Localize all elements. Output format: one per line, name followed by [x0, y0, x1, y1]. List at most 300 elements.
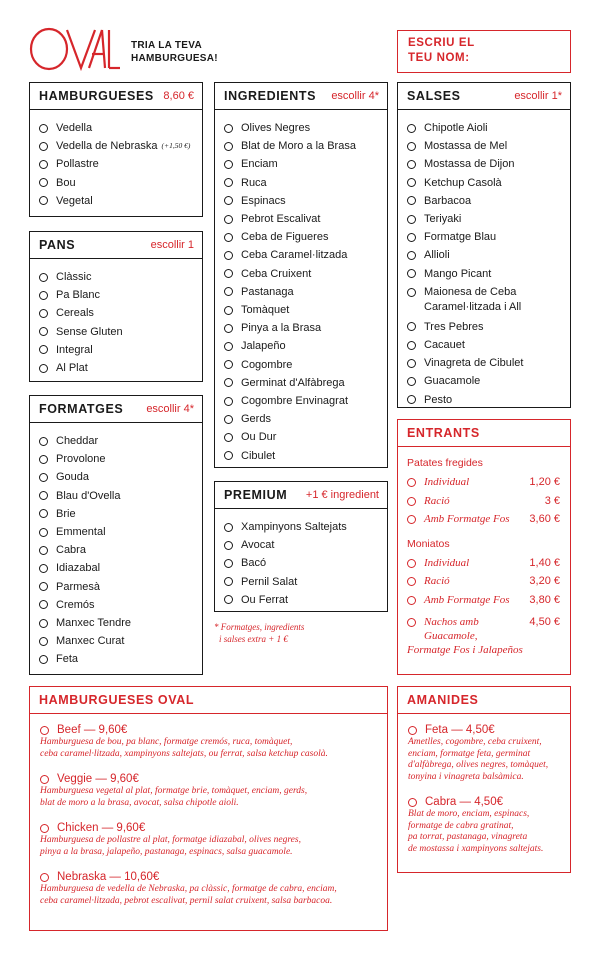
oval-burger-desc-1: Hamburguesa de bou, pa blanc, formatge cremós, ruca, tomàquet,: [40, 737, 293, 747]
option-emmental[interactable]: [39, 523, 202, 541]
nachos-line-1: Nachos amb: [424, 616, 479, 628]
pans-header: [30, 232, 202, 259]
option-provolone[interactable]: [39, 450, 202, 468]
option-xampinyons-saltejats[interactable]: [224, 518, 387, 536]
entrant-patates-racio[interactable]: [398, 492, 570, 511]
option-label: Emmental: [56, 526, 106, 539]
option-pesto[interactable]: [407, 391, 570, 409]
option-tomaquet[interactable]: [224, 301, 387, 319]
option-label: Feta: [56, 653, 79, 666]
option-teriyaki[interactable]: [407, 210, 570, 228]
option-espinacs[interactable]: [224, 192, 387, 210]
salad-title: [408, 723, 564, 737]
option-label: Tomàquet: [241, 304, 290, 317]
option-label: Ceba de Figueres: [241, 231, 329, 244]
option-gerds[interactable]: [224, 410, 387, 428]
option-label: Cacauet: [424, 339, 465, 352]
oval-burger-item[interactable]: [30, 772, 387, 809]
salad-desc-line: de mostassa i xampinyons saltejats.: [408, 843, 544, 854]
oval-logo: [29, 26, 121, 72]
salses-title: SALSES: [407, 89, 461, 103]
option-label: Espinacs: [241, 194, 286, 207]
pans-section: [29, 231, 203, 382]
option-label: Avocat: [241, 539, 275, 552]
radio-icon[interactable]: [39, 124, 48, 133]
option-label: Cereals: [56, 307, 94, 320]
option-label: Bou: [56, 176, 76, 189]
amanides-header: [398, 687, 570, 714]
name-box-line-1: ESCRIU EL: [408, 37, 475, 49]
option-gouda[interactable]: [39, 468, 202, 486]
radio-icon[interactable]: [224, 397, 233, 406]
oval-burger-desc-2: pinya a la brasa, jalapeño, pastanaga, espinacs, salsa guacamole.: [40, 846, 293, 857]
entrant-price: 3 €: [544, 494, 560, 507]
nachos-line-2: Guacamole,: [424, 630, 478, 642]
entrants-title: ENTRANTS: [407, 426, 480, 440]
option-maionesa-de-ceba[interactable]: [407, 285, 570, 315]
radio-icon[interactable]: [224, 215, 233, 224]
option-label: Enciam: [241, 158, 278, 171]
option-mostassa-de-mel[interactable]: [407, 137, 570, 155]
salad-desc-line: tonyina i vinagreta balsàmica.: [408, 771, 524, 782]
salad-desc-line: pa torrat, pastanaga, vinagreta: [408, 832, 528, 842]
radio-icon[interactable]: [407, 322, 416, 331]
option-label: Pernil Salat: [241, 575, 298, 588]
hamburgueses-oval-section: [29, 686, 388, 931]
premium-tag: +1 € ingredient: [305, 489, 379, 501]
radio-icon[interactable]: [407, 497, 416, 506]
option-label: Allioli: [424, 249, 450, 262]
option-label: Provolone: [56, 453, 106, 466]
entrant-patates-individual[interactable]: [398, 473, 570, 492]
patates-label: Patates fregides: [407, 457, 483, 469]
option-label: Cibulet: [241, 449, 276, 462]
formatges-header: [30, 396, 202, 423]
option-label: Vedella de Nebraska: [56, 140, 158, 153]
option-label: Manxec Curat: [56, 635, 125, 648]
option-ketchup-casola[interactable]: [407, 174, 570, 192]
option-label: Cabra: [56, 544, 86, 557]
extras-note-line-1: * Formatges, ingredients: [214, 622, 305, 632]
radio-icon[interactable]: [39, 309, 48, 318]
hamburgueses-price: 8,60 €: [163, 90, 194, 102]
radio-icon[interactable]: [39, 196, 48, 205]
radio-icon[interactable]: [39, 273, 48, 282]
radio-icon[interactable]: [407, 596, 416, 605]
option-label: Cogombre Envinagrat: [241, 395, 349, 408]
name-box-line-2: TEU NOM:: [408, 52, 470, 64]
option-cheddar[interactable]: [39, 432, 202, 450]
salad-desc-line: formatge de cabra gratinat,: [408, 820, 514, 831]
option-germinat-d-alfabrega[interactable]: [224, 374, 387, 392]
option-label: Ou Ferrat: [241, 593, 289, 606]
entrant-label: Ració: [424, 575, 450, 587]
salses-section: [397, 82, 571, 408]
option-label: Xampinyons Saltejats: [241, 521, 347, 533]
premium-title: PREMIUM: [224, 488, 288, 502]
radio-icon[interactable]: [407, 215, 416, 224]
radio-icon[interactable]: [40, 775, 49, 784]
oval-burger-name: Beef — 9,60€: [57, 724, 128, 736]
oval-burger-title: [40, 723, 387, 737]
entrant-moniatos-amb-formatge-fos[interactable]: [398, 591, 570, 610]
radio-icon[interactable]: [224, 595, 233, 604]
option-cogombre-envinagrat[interactable]: [224, 392, 387, 410]
option-allioli[interactable]: [407, 246, 570, 264]
radio-icon[interactable]: [39, 160, 48, 169]
option-pebrot-escalivat[interactable]: [224, 210, 387, 228]
pans-tag: escollir 1: [150, 239, 194, 251]
hamburgueses-oval-header: [30, 687, 387, 714]
radio-icon[interactable]: [224, 160, 233, 169]
option-cabra[interactable]: [39, 541, 202, 559]
radio-icon[interactable]: [39, 327, 48, 336]
option-label: Blat de Moro a la Brasa: [241, 140, 356, 153]
radio-icon[interactable]: [40, 726, 49, 735]
radio-icon[interactable]: [39, 345, 48, 354]
radio-icon[interactable]: [224, 342, 233, 351]
hamburgueses-title: HAMBURGUESES: [39, 89, 154, 103]
option-idiazabal[interactable]: [39, 559, 202, 577]
nebraska-extra-price: (+1,50 €): [161, 141, 191, 151]
option-cereals[interactable]: [39, 304, 202, 322]
option-pernil-salat[interactable]: [224, 573, 387, 591]
extras-note: [214, 621, 304, 645]
salad-name: Feta — 4,50€: [425, 724, 495, 736]
radio-icon[interactable]: [224, 577, 233, 586]
salses-tag: escollir 1*: [514, 90, 562, 102]
radio-icon[interactable]: [39, 655, 48, 664]
option-parmesa[interactable]: [39, 578, 202, 596]
radio-icon[interactable]: [407, 341, 416, 350]
option-vegetal[interactable]: [39, 192, 202, 210]
entrant-moniatos-individual[interactable]: [398, 554, 570, 573]
entrant-price: 3,20 €: [529, 575, 560, 587]
oval-burger-desc-2: ceba caramel·litzada, pebrot escalivat, pernil salat cruixent, salsa barbacoa.: [40, 895, 333, 906]
radio-icon[interactable]: [224, 360, 233, 369]
radio-icon[interactable]: [224, 251, 233, 260]
entrant-price: 3,60 €: [529, 513, 560, 525]
radio-icon[interactable]: [407, 269, 416, 278]
option-vinagreta-de-cibulet[interactable]: [407, 354, 570, 372]
option-label: Maionesa de Ceba: [424, 285, 517, 298]
option-ceba-cruixent[interactable]: [224, 265, 387, 283]
option-label: Gerds: [241, 413, 271, 426]
radio-icon[interactable]: [407, 559, 416, 568]
radio-icon[interactable]: [408, 798, 417, 807]
hamburgueses-oval-title: HAMBURGUESES OVAL: [39, 693, 195, 707]
option-manxec-tendre[interactable]: [39, 614, 202, 632]
option-brie[interactable]: [39, 505, 202, 523]
radio-icon[interactable]: [224, 451, 233, 460]
moniatos-label: Moniatos: [407, 537, 450, 550]
radio-icon[interactable]: [39, 473, 48, 482]
option-ou-dur[interactable]: [224, 428, 387, 446]
option-label: Al Plat: [56, 362, 88, 375]
option-label: Pebrot Escalivat: [241, 213, 321, 226]
option-ceba-caramel-litzada[interactable]: [224, 246, 387, 264]
salad-desc-line: enciam, formatge feta, germinat: [408, 748, 531, 759]
radio-icon[interactable]: [407, 178, 416, 187]
tagline: [131, 39, 218, 65]
option-guacamole[interactable]: [407, 372, 570, 390]
salad-desc-line: Blat de moro, enciam, espinacs,: [408, 809, 530, 819]
entrant-label: Amb Formatge Fos: [424, 513, 510, 525]
oval-burger-title: [40, 870, 387, 884]
option-cogombre[interactable]: [224, 356, 387, 374]
radio-icon[interactable]: [407, 395, 416, 404]
option-label: Mango Picant: [424, 267, 492, 280]
option-mostassa-de-dijon[interactable]: [407, 155, 570, 173]
entrant-price: 1,20 €: [529, 476, 560, 488]
option-label: Tres Pebres: [424, 320, 484, 333]
oval-burger-item[interactable]: [30, 821, 387, 858]
oval-burger-name: Nebraska — 10,60€: [57, 871, 160, 883]
option-label: Pa Blanc: [56, 289, 101, 302]
radio-icon[interactable]: [224, 541, 233, 550]
extras-note-line-2: i salses extra + 1 €: [219, 634, 288, 644]
radio-icon[interactable]: [407, 142, 416, 151]
option-integral[interactable]: [39, 341, 202, 359]
radio-icon[interactable]: [39, 600, 48, 609]
option-jalapeno[interactable]: [224, 337, 387, 355]
hamburgueses-header: [30, 83, 202, 110]
ingredients-header: [215, 83, 387, 110]
ingredients-title: INGREDIENTS: [224, 89, 317, 103]
option-label: Bacó: [241, 557, 267, 570]
radio-icon[interactable]: [408, 726, 417, 735]
option-tres-pebres[interactable]: [407, 318, 570, 336]
radio-icon[interactable]: [224, 559, 233, 568]
option-label: Vegetal: [56, 194, 93, 207]
radio-icon[interactable]: [224, 142, 233, 151]
option-label: Cremós: [56, 598, 95, 611]
option-label: Barbacoa: [424, 194, 472, 207]
option-label: Ceba Cruixent: [241, 267, 312, 280]
pans-title: PANS: [39, 238, 76, 252]
radio-icon[interactable]: [407, 359, 416, 368]
radio-icon[interactable]: [39, 509, 48, 518]
option-classic[interactable]: [39, 268, 202, 286]
option-pinya-a-la-brasa[interactable]: [224, 319, 387, 337]
option-label: Formatge Blau: [424, 231, 497, 244]
option-mango-picant[interactable]: [407, 265, 570, 283]
radio-icon[interactable]: [224, 287, 233, 296]
salad-title: [408, 795, 564, 809]
option-blau-d-ovella[interactable]: [39, 487, 202, 505]
option-ou-ferrat[interactable]: [224, 591, 387, 609]
radio-icon[interactable]: [39, 178, 48, 187]
radio-icon[interactable]: [224, 233, 233, 242]
option-label: Ketchup Casolà: [424, 176, 502, 189]
oval-burger-desc-1: Hamburguesa vegetal al plat, formatge brie, tomàquet, enciam, gerds,: [40, 786, 308, 796]
option-label: Pinya a la Brasa: [241, 322, 322, 335]
option-label: Pastanaga: [241, 285, 294, 298]
radio-icon[interactable]: [407, 196, 416, 205]
radio-icon[interactable]: [224, 178, 233, 187]
salses-header: [398, 83, 570, 110]
radio-icon[interactable]: [39, 364, 48, 373]
radio-icon[interactable]: [224, 415, 233, 424]
option-cremos[interactable]: [39, 596, 202, 614]
tagline-line-2: HAMBURGUESA!: [131, 53, 218, 64]
option-label: Idiazabal: [56, 562, 101, 575]
radio-icon[interactable]: [224, 306, 233, 315]
entrant-price: 3,80 €: [529, 593, 560, 606]
option-pa-blanc[interactable]: [39, 286, 202, 304]
radio-icon[interactable]: [407, 377, 416, 386]
entrant-nachos[interactable]: [398, 615, 570, 657]
option-bou[interactable]: [39, 174, 202, 192]
option-label: Pollastre: [56, 158, 99, 171]
radio-icon[interactable]: [407, 124, 416, 133]
oval-burger-title: [40, 821, 387, 835]
radio-icon[interactable]: [39, 528, 48, 537]
radio-icon[interactable]: [40, 824, 49, 833]
option-ruca[interactable]: [224, 174, 387, 192]
option-ceba-de-figueres[interactable]: [224, 228, 387, 246]
radio-icon[interactable]: [39, 491, 48, 500]
oval-burger-item[interactable]: [30, 723, 387, 760]
radio-icon[interactable]: [39, 564, 48, 573]
option-label: Olives Negres: [241, 122, 311, 134]
option-pollastre[interactable]: [39, 155, 202, 173]
option-cacauet[interactable]: [407, 336, 570, 354]
oval-burger-desc-2: blat de moro a la brasa, avocat, salsa chipotle aioli.: [40, 797, 239, 808]
radio-icon[interactable]: [39, 142, 48, 151]
option-feta[interactable]: [39, 650, 202, 668]
radio-icon[interactable]: [407, 251, 416, 260]
radio-icon[interactable]: [224, 433, 233, 442]
radio-icon[interactable]: [407, 478, 416, 487]
nachos-line-3: Formatge Fos i Jalapeños: [407, 644, 523, 656]
option-vedella[interactable]: [39, 119, 202, 137]
option-label: Gouda: [56, 471, 90, 484]
hamburgueses-section: [29, 82, 203, 217]
radio-icon[interactable]: [39, 546, 48, 555]
option-label: Parmesà: [56, 580, 101, 593]
option-label: Integral: [56, 343, 93, 356]
option-label: Ou Dur: [241, 431, 277, 444]
option-label: Manxec Tendre: [56, 617, 132, 630]
radio-icon[interactable]: [39, 437, 48, 446]
option-label: Teriyaki: [424, 213, 462, 226]
entrant-patates-amb-formatge-fos[interactable]: [398, 510, 570, 529]
option-label: Ceba Caramel·litzada: [241, 249, 348, 262]
option-label: Ruca: [241, 176, 267, 189]
amanides-section: [397, 686, 571, 873]
radio-icon[interactable]: [39, 291, 48, 300]
option-chipotle-aioli[interactable]: [407, 119, 570, 137]
option-pastanaga[interactable]: [224, 283, 387, 301]
radio-icon[interactable]: [224, 523, 233, 532]
radio-icon[interactable]: [224, 269, 233, 278]
option-label: Brie: [56, 507, 76, 520]
premium-section: [214, 481, 388, 612]
salad-item[interactable]: [398, 795, 570, 855]
salad-desc-line: d'alfàbrega, olives negres, tomàquet,: [408, 760, 549, 770]
salad-desc-line: Ametlles, cogombre, ceba cruixent,: [408, 737, 542, 747]
option-label: Clàssic: [56, 271, 92, 283]
radio-icon[interactable]: [224, 196, 233, 205]
option-al-plat[interactable]: [39, 359, 202, 377]
entrant-moniatos-racio[interactable]: [398, 572, 570, 591]
radio-icon[interactable]: [224, 124, 233, 133]
entrant-label: Individual: [424, 476, 470, 488]
oval-burger-desc-1: Hamburguesa de pollastre al plat, formatge idiazabal, olives negres,: [40, 835, 301, 845]
entrant-label: Amb Formatge Fos: [424, 593, 510, 606]
oval-burger-name: Chicken — 9,60€: [57, 822, 146, 834]
entrant-price: 1,40 €: [529, 556, 560, 569]
radio-icon[interactable]: [407, 577, 416, 586]
entrant-label: Individual: [424, 556, 470, 569]
option-label: Vinagreta de Cibulet: [424, 357, 524, 370]
radio-icon[interactable]: [407, 515, 416, 524]
oval-burger-name: Veggie — 9,60€: [57, 773, 139, 785]
nachos-price: 4,50 €: [529, 616, 560, 628]
option-label: Guacamole: [424, 375, 481, 388]
oval-burger-desc-2: ceba caramel·litzada, xampinyons saltejats, ou ferrat, salsa ketchup casolà.: [40, 748, 328, 759]
name-box[interactable]: [397, 30, 571, 73]
option-label: Sense Gluten: [56, 325, 123, 338]
option-barbacoa[interactable]: [407, 192, 570, 210]
tagline-line-1: TRIA LA TEVA: [131, 40, 203, 51]
option-label: Mostassa de Mel: [424, 140, 508, 153]
radio-icon[interactable]: [407, 233, 416, 242]
option-label: Mostassa de Dijon: [424, 158, 515, 171]
entrant-label: Ració: [424, 494, 450, 507]
option-sense-gluten[interactable]: [39, 323, 202, 341]
radio-icon[interactable]: [39, 619, 48, 628]
radio-icon[interactable]: [39, 582, 48, 591]
option-blat-de-moro-a-la-brasa[interactable]: [224, 137, 387, 155]
option-label: Chipotle Aioli: [424, 122, 488, 134]
option-label: Jalapeño: [241, 340, 286, 353]
oval-burger-item[interactable]: [30, 870, 387, 907]
radio-icon[interactable]: [39, 637, 48, 646]
option-baco[interactable]: [224, 554, 387, 572]
radio-icon[interactable]: [40, 873, 49, 882]
amanides-title: AMANIDES: [407, 693, 479, 707]
formatges-title: FORMATGES: [39, 402, 124, 416]
radio-icon[interactable]: [224, 324, 233, 333]
ingredients-tag: escollir 4*: [331, 90, 379, 102]
option-formatge-blau[interactable]: [407, 228, 570, 246]
option-label: Vedella: [56, 122, 93, 134]
option-cibulet[interactable]: [224, 447, 387, 465]
option-label: Cheddar: [56, 435, 99, 447]
ingredients-section: [214, 82, 388, 468]
salad-name: Cabra — 4,50€: [425, 796, 503, 808]
premium-header: [215, 482, 387, 509]
radio-icon[interactable]: [407, 160, 416, 169]
radio-icon[interactable]: [224, 378, 233, 387]
oval-burger-title: [40, 772, 387, 786]
option-enciam[interactable]: [224, 155, 387, 173]
option-vedella-nebraska[interactable]: [39, 137, 202, 155]
option-avocat[interactable]: [224, 536, 387, 554]
option-label: Blau d'Ovella: [56, 489, 121, 502]
option-label: Germinat d'Alfàbrega: [241, 376, 345, 389]
option-label: Cogombre: [241, 358, 293, 371]
radio-icon[interactable]: [407, 618, 416, 627]
radio-icon[interactable]: [407, 288, 416, 297]
salad-item[interactable]: [398, 723, 570, 783]
option-olives-negres[interactable]: [224, 119, 387, 137]
radio-icon[interactable]: [39, 455, 48, 464]
formatges-tag: escollir 4*: [146, 403, 194, 415]
option-manxec-curat[interactable]: [39, 632, 202, 650]
